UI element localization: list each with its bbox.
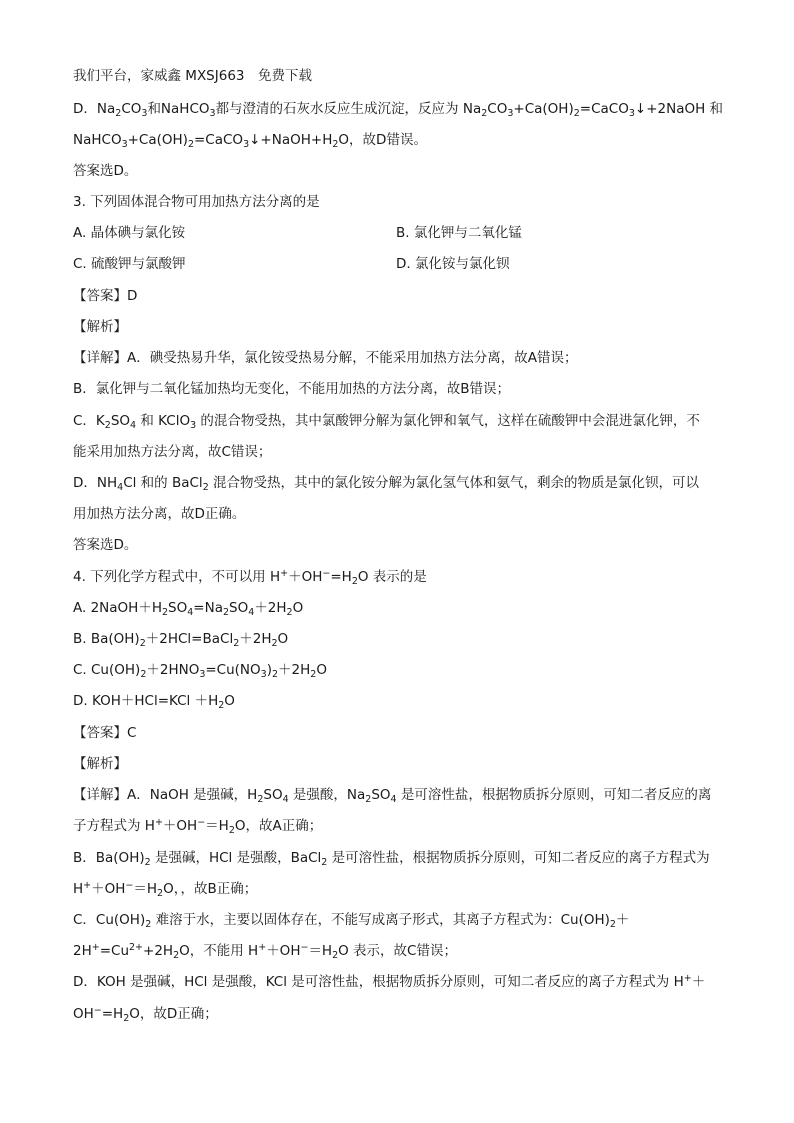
q4-option-b: B. $Ba(OH)_2+2HCl=BaCl_2+2H_2O$ [73,631,289,649]
q3-stem: 3. 下列固体混合物可用加热方法分离的是 [73,194,320,210]
q3-detail-b: B．氯化钾与二氧化锰加热均无变化，不能用加热的方法分离，故B错误； [73,381,511,397]
q3-option-c: C. 硫酸钾与氯酸钾 [73,256,186,272]
q3-answer: 【答案】D [73,288,138,304]
q4-detail-b-line2: $H^++OH^-=H_2O$，，故B正确； [73,880,258,899]
q4-analysis-label: 【解析】 [73,756,127,772]
q4-answer: 【答案】C [73,725,137,741]
q3-option-a: A. 晶体碘与氯化铵 [73,225,186,241]
q3-conclusion: 答案选D。 [73,537,138,553]
q2-d-line2: $NaHCO_3+Ca(OH)_2=CaCO_3↓+NaOH+H_2O$，故D错误。 [73,132,427,150]
header-watermark-line: 我们平台，家威鑫 MXSJ663 免费下载 [73,68,313,84]
q3-option-d: D. 氯化铵与氯化钡 [396,256,510,272]
q4-detail-c-line2: $2H^+=Cu^{2+}+2H_2O$，不能用 $H^++OH^-=H_2O$ 表示，故C错误； [73,942,457,961]
q4-option-c: C. $Cu(OH)_2+2HNO_3=Cu(NO_3)_2+2H_2O$ [73,662,327,680]
q3-detail-d-line2: 用加热方法分离，故D正确。 [73,506,246,522]
q3-detail-c-line2: 能采用加热方法分离，故C错误； [73,444,272,460]
q4-detail-d-line2: $OH^-=H_2O$，故D正确； [73,1005,218,1024]
q4-option-d: D. $KOH+HCl=KCl +H_2O$ [73,693,235,711]
q4-detail-b-line1: B．$Ba(OH)_2$ 是强碱，HCl 是强酸，BaCl$_2$ 是可溶性盐，根据物质拆分原则，可知二者反应的离子方程式为 [73,850,710,868]
q4-stem: 4. 下列化学方程式中，不可以用 $H^++OH^-=H_2O$ 表示的是 [73,568,427,587]
q4-option-a: A. $2NaOH+H_2SO_4=Na_2SO_4+2H_2O$ [73,600,304,618]
q3-analysis-label: 【解析】 [73,319,127,335]
q4-detail-a-line1: 【详解】A．NaOH 是强碱，$H_2SO_4$ 是强酸，$Na_2SO_4$ 是可溶性盐，根据物质拆分原则，可知二者反应的离 [73,787,712,805]
q3-detail-d-line1: D．$NH_4Cl$ 和的 BaCl$_2$ 混合物受热，其中的氯化铵分解为氯化氢气体和氨气，剩余的物质是氯化钡，可以 [73,475,700,493]
q4-detail-a-line2: 子方程式为 $H^++OH^-=H_2O$，故A正确； [73,817,323,836]
q4-detail-c-line1: C．$Cu(OH)_2$ 难溶于水，主要以固体存在，不能写成离子形式，其离子方程式为：$Cu(OH)_2+$ [73,912,630,930]
q2-d-line1: D．$Na_2CO_3$和NaHCO$_3$都与澄清的石灰水反应生成沉淀，反应为 $Na_2CO_3+Ca(OH)_2=CaCO_3↓+2NaOH$ 和 [73,101,724,119]
q3-detail-c-line1: C．$K_2SO_4$ 和 KClO$_3$ 的混合物受热，其中氯酸钾分解为氯化钾和氧气，这样在硫酸钾中会混进氯化钾，不 [73,413,700,431]
q3-option-b: B. 氯化钾与二氧化锰 [396,225,522,241]
q4-detail-d-line1: D．KOH 是强碱，HCl 是强酸，KCl 是可溶性盐，根据物质拆分原则，可知二者反应的离子方程式为 H+＋ [73,973,706,990]
q3-detail-a: 【详解】A．碘受热易升华，氯化铵受热易分解，不能采用加热方法分离，故A错误； [73,350,578,366]
q2-conclusion: 答案选D。 [73,163,138,179]
